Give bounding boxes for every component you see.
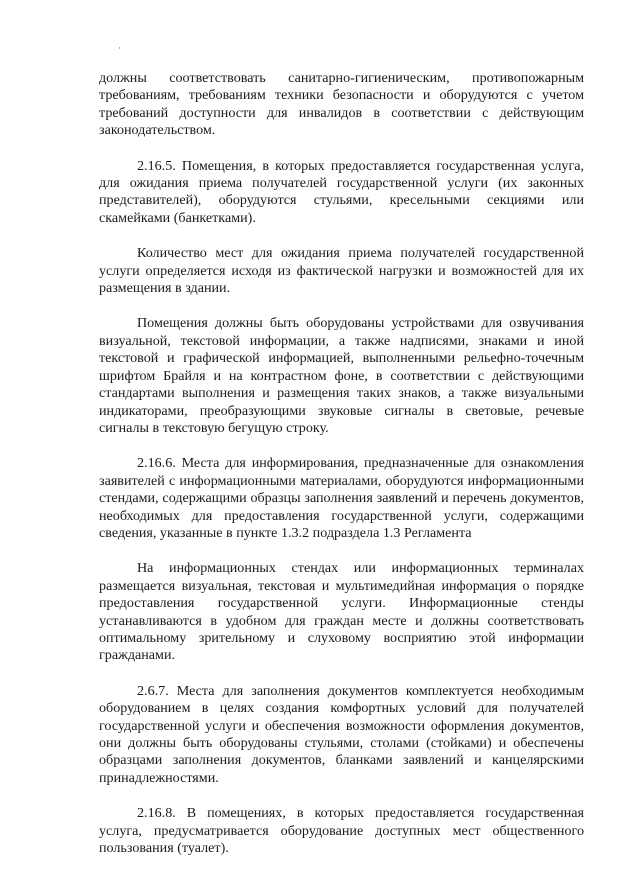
paragraph-2-16-5: 2.16.5. Помещения, в которых предоставляется государственная услуга, для ожидания приема получателей государственной услуги (их законных представителей), оборудуются стульями, кресельными секциями или скамейками (банкетками).: [99, 157, 584, 226]
document-body: [99, 70, 584, 857]
scan-speck: ·: [118, 44, 121, 54]
paragraph-info-stands: На информационных стендах или информационных терминалах размещается визуальная, текстовая и мультимедийная информация о порядке предоставления государственной услуги. Информационные стенды устанавливаются в удобном для граждан месте и должны соответствовать оптимальному зрительному и слуховому восприятию этой информации гражданами.: [99, 560, 584, 664]
paragraph-2-16-6: 2.16.6. Места для информирования, предназначенные для ознакомления заявителей с информационными материалами, оборудуются информационными стендами, содержащими образцы заполнения заявлений и перечень документов, необходимых для предоставления государственной услуги, содержащими сведения, указанные в пункте 1.3.2 подраздела 1.3 Регламента: [99, 455, 584, 541]
paragraph-2-16-8: 2.16.8. В помещениях, в которых предоставляется государственная услуга, предусматривается оборудование доступных мест общественного пользования (туалет).: [99, 805, 584, 857]
paragraph-2-6-7: 2.6.7. Места для заполнения документов комплектуется необходимым оборудованием в целях создания комфортных условий для получателей государственной услуги и обеспечения возможности оформления документов, они должны быть оборудованы стульями, столами (стойками) и обеспечены образцами заполнения документов, бланками заявлений и канцелярскими принадлежностями.: [99, 682, 584, 786]
paragraph-accessibility-equipment: Помещения должны быть оборудованы устройствами для озвучивания визуальной, текстовой информации, а также надписями, знаками и иной текстовой и графической информацией, выполненными рельефно-точечным шрифтом Брайля и на контрастном фоне, в соответствии с действующими стандартами выполнения и размещения таких знаков, а также визуальными индикаторами, преобразующими звуковые сигналы в световые, речевые сигналы в текстовую бегущую строку.: [99, 315, 584, 436]
paragraph-seat-count: Количество мест для ожидания приема получателей государственной услуги определяется исходя из фактической нагрузки и возможностей для их размещения в здании.: [99, 245, 584, 297]
paragraph-continuation: должны соответствовать санитарно-гигиеническим, противопожарным требованиям, требованиям техники безопасности и оборудуются с учетом требований доступности для инвалидов в соответствии с действующим законодательством.: [99, 70, 584, 139]
